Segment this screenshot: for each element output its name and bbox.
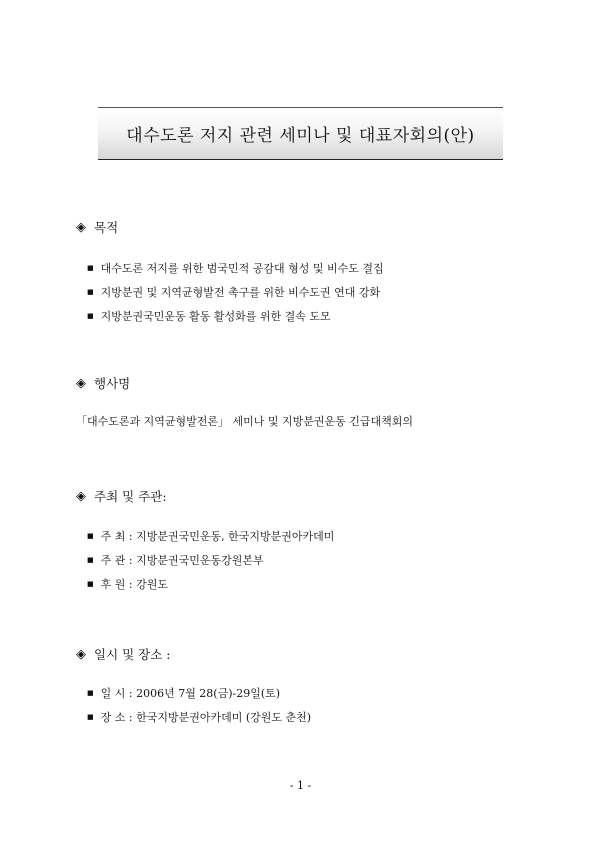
page-number: - 1 -: [289, 779, 312, 792]
list-item-text: 주 최 : 지방분권국민운동, 한국지방분권아카데미: [100, 530, 335, 543]
list-item-text: 장 소 : 한국지방분권아카데미 (강원도 춘천): [100, 711, 312, 724]
hosts-list: [87, 525, 334, 597]
list-item-text: 지방분권국민운동 활동 활성화를 위한 결속 도모: [100, 310, 331, 323]
document-title-box: [98, 107, 503, 160]
square-bullet-icon: ■: [87, 288, 94, 296]
section-heading-schedule: [76, 645, 171, 663]
purpose-list: [87, 257, 384, 329]
section-heading-event-name: [76, 374, 130, 392]
section-heading-label: 행사명: [94, 376, 131, 391]
section-heading-label: 일시 및 장소 :: [94, 647, 171, 662]
section-heading-hosts: [76, 487, 167, 505]
diamond-bullet-icon: ◈: [76, 646, 86, 662]
list-item-text: 지방분권 및 지역균형발전 촉구를 위한 비수도권 연대 강화: [100, 286, 381, 299]
diamond-bullet-icon: ◈: [76, 219, 86, 235]
section-heading-label: 목적: [94, 220, 119, 235]
square-bullet-icon: ■: [87, 713, 94, 721]
list-item: [87, 305, 384, 329]
list-item: [87, 549, 334, 573]
event-name-text: 「대수도론과 지역균형발전론」 세미나 및 지방분권운동 긴급대책회의: [76, 415, 414, 428]
list-item-text: 후 원 : 강원도: [100, 578, 168, 591]
square-bullet-icon: ■: [87, 312, 94, 320]
square-bullet-icon: ■: [87, 580, 94, 588]
list-item: [87, 281, 384, 305]
list-item-text: 주 관 : 지방분권국민운동강원본부: [100, 554, 264, 567]
square-bullet-icon: ■: [87, 556, 94, 564]
list-item-text: 일 시 : 2006년 7월 28(금)-29일(토): [100, 687, 281, 700]
list-item: [87, 706, 311, 730]
diamond-bullet-icon: ◈: [76, 375, 86, 391]
list-item: [87, 257, 384, 281]
square-bullet-icon: ■: [87, 532, 94, 540]
list-item: [87, 525, 334, 549]
list-item: [87, 573, 334, 597]
square-bullet-icon: ■: [87, 689, 94, 697]
schedule-list: [87, 682, 311, 730]
section-heading-label: 주최 및 주관:: [94, 489, 167, 504]
square-bullet-icon: ■: [87, 264, 94, 272]
list-item-text: 대수도론 저지를 위한 범국민적 공감대 형성 및 비수도 결집: [100, 262, 384, 275]
diamond-bullet-icon: ◈: [76, 488, 86, 504]
list-item: [87, 682, 311, 706]
section-heading-purpose: [76, 218, 118, 236]
document-title: 대수도론 저지 관련 세미나 및 대표자회의(안): [126, 126, 475, 146]
